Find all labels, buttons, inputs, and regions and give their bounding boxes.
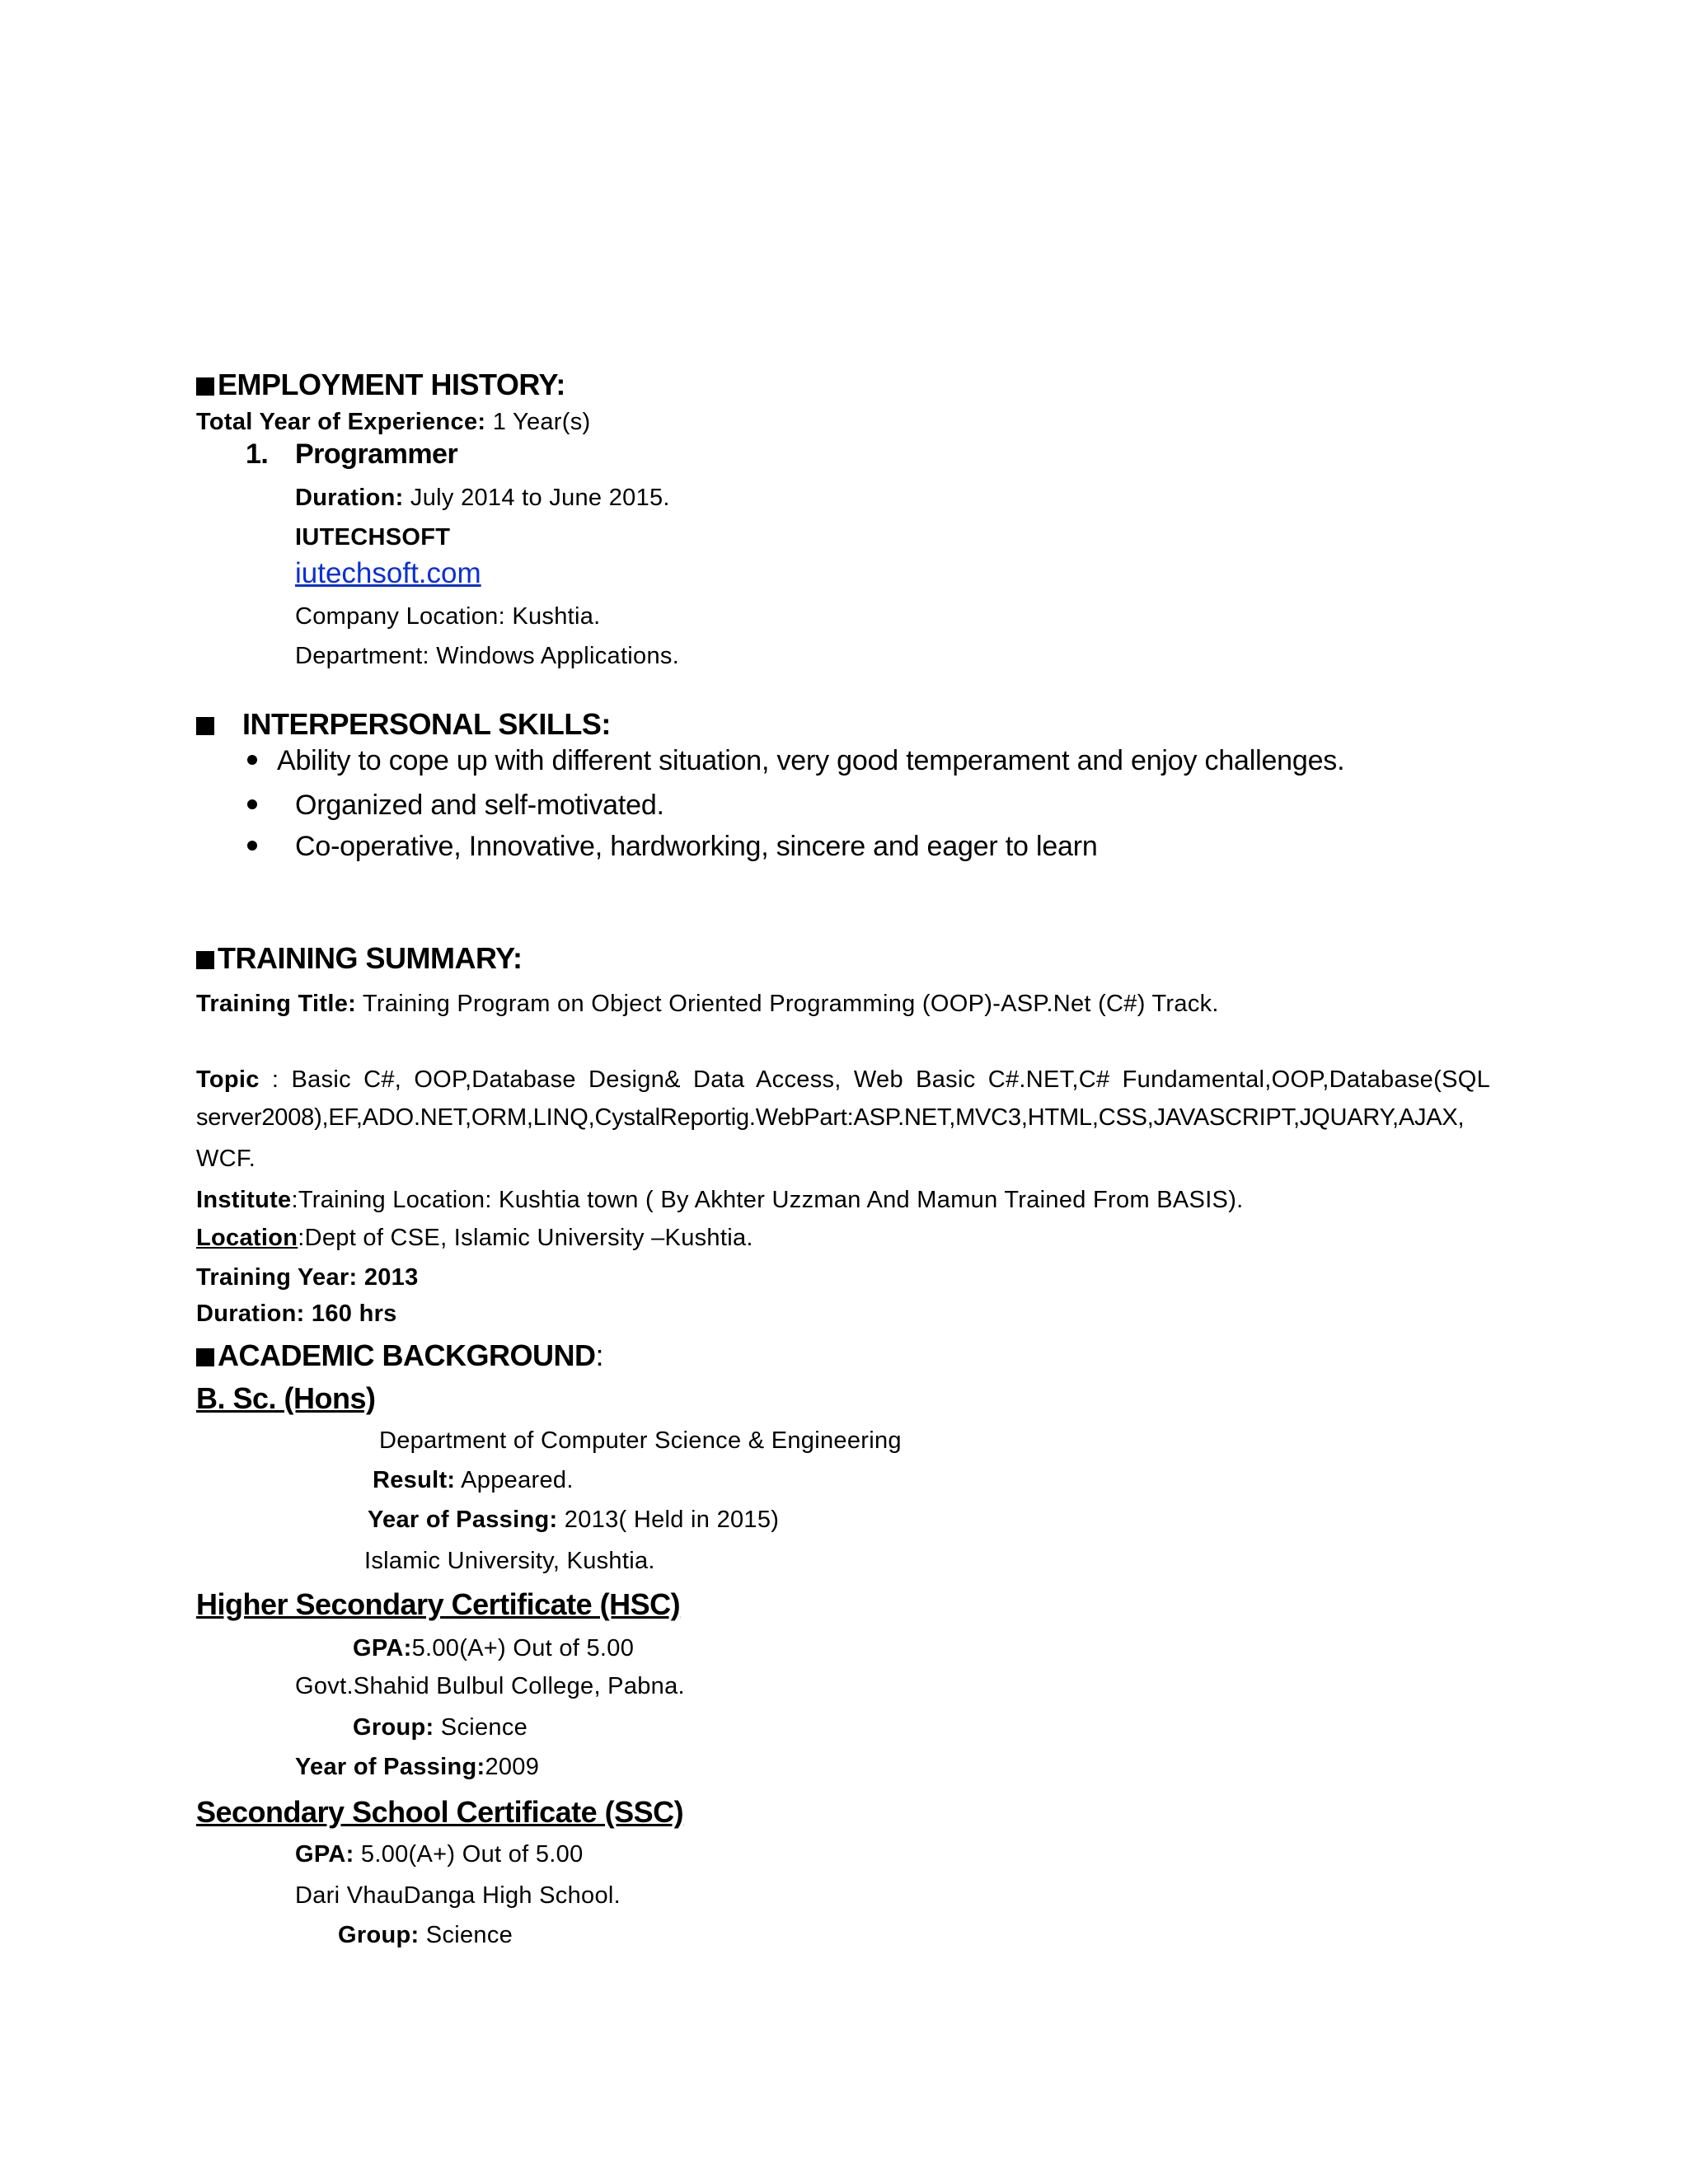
company-department: Department: Windows Applications. [295, 643, 680, 669]
training-title: Training Title: Training Program on Object Oriented Programming (OOP)-ASP.Net (C#) Track. [196, 991, 1219, 1017]
hsc-title: Higher Secondary Certificate (HSC) [196, 1587, 681, 1621]
black-square-icon [196, 1348, 214, 1366]
black-square-icon [196, 717, 214, 735]
academic-heading: ACADEMIC BACKGROUND: [196, 1338, 603, 1373]
company-website-link[interactable]: iutechsoft.com [295, 557, 481, 589]
black-square-icon [196, 951, 214, 969]
hsc-gpa: GPA:5.00(A+) Out of 5.00 [353, 1635, 635, 1661]
skill-item: Co-operative, Innovative, hardworking, sincere and eager to learn [247, 831, 1098, 863]
bsc-institution: Islamic University, Kushtia. [364, 1548, 655, 1574]
ssc-institution: Dari VhauDanga High School. [295, 1882, 621, 1909]
training-location: Location:Dept of CSE, Islamic University –Kushtia. [196, 1225, 753, 1251]
bullet-dot-icon [247, 841, 257, 851]
bsc-year: Year of Passing: 2013( Held in 2015) [368, 1507, 780, 1533]
ssc-group: Group: Science [338, 1922, 513, 1948]
skill-item: Organized and self-motivated. [247, 790, 664, 822]
bsc-result: Result: Appeared. [373, 1467, 574, 1493]
training-topic-line: WCF. [196, 1146, 256, 1172]
bullet-dot-icon [247, 755, 257, 765]
training-topic-line: Topic : Basic C#, OOP,Database Design& Data Access, Web Basic C#.NET,C# Fundamental,OOP,Database(SQL [196, 1066, 1490, 1093]
company-name: IUTECHSOFT [295, 524, 451, 551]
black-square-icon [196, 377, 214, 396]
training-institute: Institute:Training Location: Kushtia town ( By Akhter Uzzman And Mamun Trained From BASIS). [196, 1187, 1244, 1213]
position-number: 1. [246, 438, 269, 470]
company-location: Company Location: Kushtia. [295, 603, 601, 630]
skill-item: Ability to cope up with different situation, very good temperament and enjoy challenges. [247, 745, 1344, 777]
hsc-year: Year of Passing:2009 [295, 1754, 540, 1780]
position-title: Programmer [295, 438, 458, 470]
ssc-title: Secondary School Certificate (SSC) [196, 1795, 684, 1829]
training-duration: Duration: 160 hrs [196, 1301, 397, 1327]
employment-duration: Duration: July 2014 to June 2015. [295, 485, 670, 511]
employment-heading: EMPLOYMENT HISTORY: [196, 368, 565, 402]
training-topic-line: server2008),EF,ADO.NET,ORM,LINQ,CystalReportig.WebPart:ASP.NET,MVC3,HTML,CSS,JAVASCRIPT,JQUARY,AJAX, [196, 1104, 1465, 1131]
interpersonal-heading: INTERPERSONAL SKILLS: [196, 707, 611, 742]
bsc-title: B. Sc. (Hons) [196, 1381, 376, 1415]
total-experience: Total Year of Experience: 1 Year(s) [196, 409, 591, 435]
hsc-institution: Govt.Shahid Bulbul College, Pabna. [295, 1673, 685, 1699]
training-year: Training Year: 2013 [196, 1264, 419, 1291]
ssc-gpa: GPA: 5.00(A+) Out of 5.00 [295, 1841, 584, 1868]
training-heading: TRAINING SUMMARY: [196, 941, 522, 976]
bullet-dot-icon [247, 799, 257, 809]
hsc-group: Group: Science [353, 1714, 528, 1741]
bsc-department: Department of Computer Science & Engineering [379, 1427, 902, 1454]
